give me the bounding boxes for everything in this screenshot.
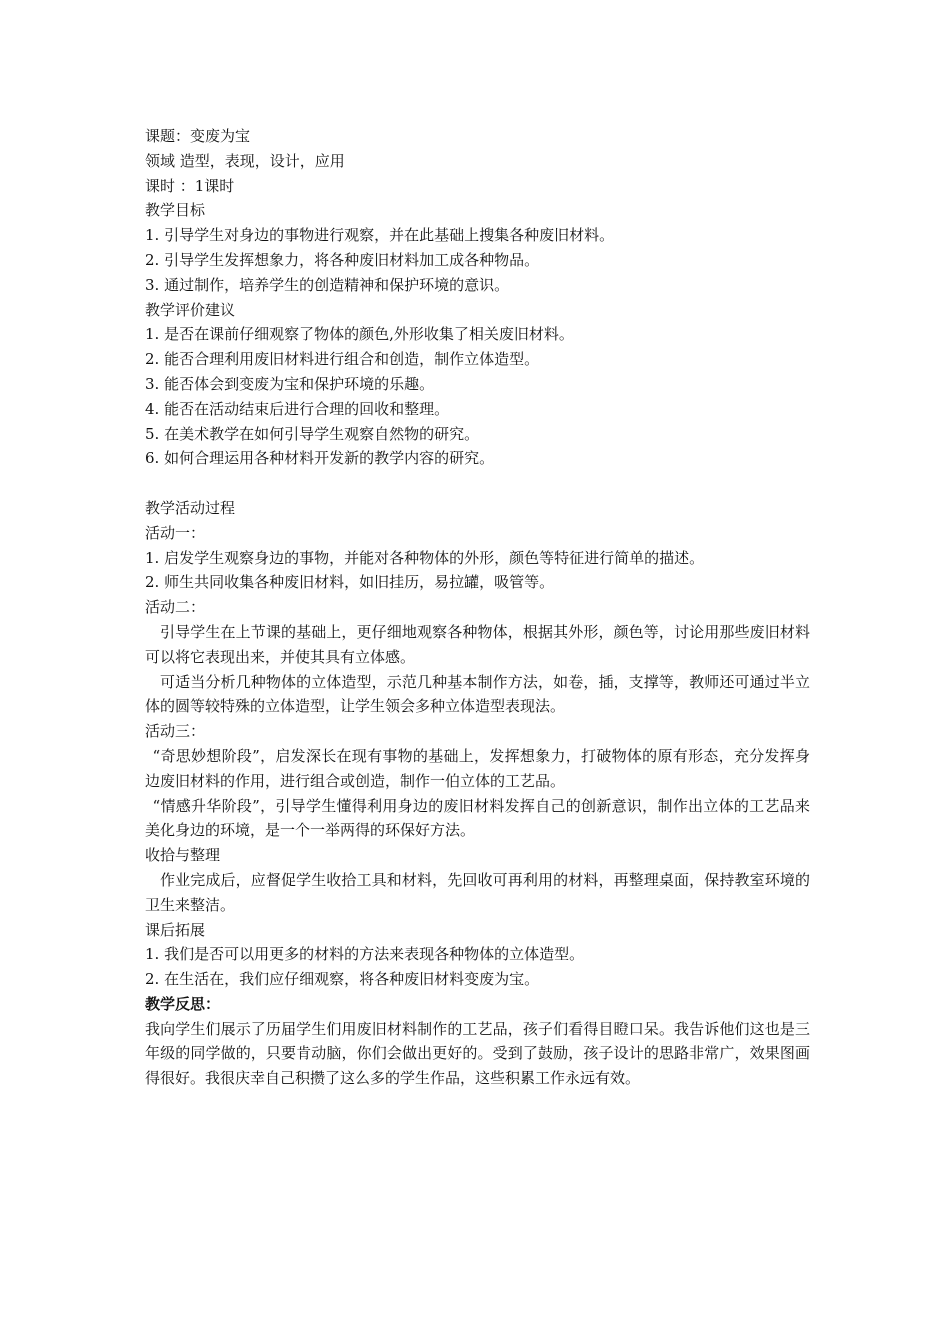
activity3-paragraph: “奇思妙想阶段”，启发深长在现有事物的基础上，发挥想象力，打破物体的原有形态，充分发挥身边废旧材料的作用，进行组合或创造，制作一伯立体的工艺品。 xyxy=(145,746,810,790)
evaluation-item: 3. 能否体会到变废为宝和保护环境的乐趣。 xyxy=(145,374,435,393)
goal-item: 3. 通过制作，培养学生的创造精神和保护环境的意识。 xyxy=(145,275,510,294)
lesson-hours: 课时 ：1课时 xyxy=(145,176,235,195)
process-heading: 教学活动过程 xyxy=(145,498,236,517)
lesson-domain: 领域 造型，表现，设计，应用 xyxy=(145,151,345,170)
cleanup-paragraph: 作业完成后，应督促学生收拾工具和材料，先回收可再利用的材料，再整理桌面，保持教室环境的卫生来整洁。 xyxy=(145,870,810,914)
cleanup-heading: 收拾与整理 xyxy=(145,846,221,865)
evaluation-item: 1. 是否在课前仔细观察了物体的颜色,外形收集了相关废旧材料。 xyxy=(145,325,574,344)
goal-item: 1. 引导学生对身边的事物进行观察，并在此基础上搜集各种废旧材料。 xyxy=(145,226,615,245)
evaluation-heading: 教学评价建议 xyxy=(145,300,236,319)
activity3-paragraph: “情感升华阶段”，引导学生懂得利用身边的废旧材料发挥自己的创新意识，制作出立体的工艺品来美化身边的环境，是一个一举两得的环保好方法。 xyxy=(145,796,810,840)
blank-line xyxy=(145,471,810,496)
extension-heading: 课后拓展 xyxy=(145,920,206,939)
activity2-paragraph: 可适当分析几种物体的立体造型，示范几种基本制作方法，如卷，插，支撑等，教师还可通过半立体的圆等较特殊的立体造型，让学生领会多种立体造型表现法。 xyxy=(145,672,810,716)
activity2-heading: 活动二： xyxy=(145,598,206,617)
evaluation-item: 5. 在美术教学在如何引导学生观察自然物的研究。 xyxy=(145,424,480,443)
document-body xyxy=(145,124,810,1091)
activity1-item: 2. 师生共同收集各种废旧材料，如旧挂历，易拉罐，吸管等。 xyxy=(145,573,555,592)
evaluation-item: 6. 如何合理运用各种材料开发新的教学内容的研究。 xyxy=(145,449,495,468)
reflection-heading: 教学反思： xyxy=(145,994,221,1013)
lesson-title: 课题：变废为宝 xyxy=(145,127,251,145)
extension-item: 2. 在生活在，我们应仔细观察，将各种废旧材料变废为宝。 xyxy=(145,970,540,989)
activity1-heading: 活动一： xyxy=(145,523,206,542)
activity3-heading: 活动三： xyxy=(145,722,206,741)
goal-item: 2. 引导学生发挥想象力，将各种废旧材料加工成各种物品。 xyxy=(145,250,540,269)
evaluation-item: 4. 能否在活动结束后进行合理的回收和整理。 xyxy=(145,399,450,418)
evaluation-item: 2. 能否合理利用废旧材料进行组合和创造，制作立体造型。 xyxy=(145,350,540,369)
reflection-paragraph: 我向学生们展示了历届学生们用废旧材料制作的工艺品，孩子们看得目瞪口呆。我告诉他们这也是三年级的同学做的，只要肯动脑，你们会做出更好的。受到了鼓励，孩子设计的思路非常广，效果图画得很好。我很庆幸自己积攒了这么多的学生作品，这些积累工作永远有效。 xyxy=(145,1019,810,1088)
extension-item: 1. 我们是否可以用更多的材料的方法来表现各种物体的立体造型。 xyxy=(145,945,585,964)
activity1-item: 1. 启发学生观察身边的事物，并能对各种物体的外形，颜色等特征进行简单的描述。 xyxy=(145,548,705,567)
goals-heading: 教学目标 xyxy=(145,201,206,220)
activity2-paragraph: 引导学生在上节课的基础上，更仔细地观察各种物体，根据其外形，颜色等，讨论用那些废旧材料可以将它表现出来，并使其具有立体感。 xyxy=(145,622,810,666)
